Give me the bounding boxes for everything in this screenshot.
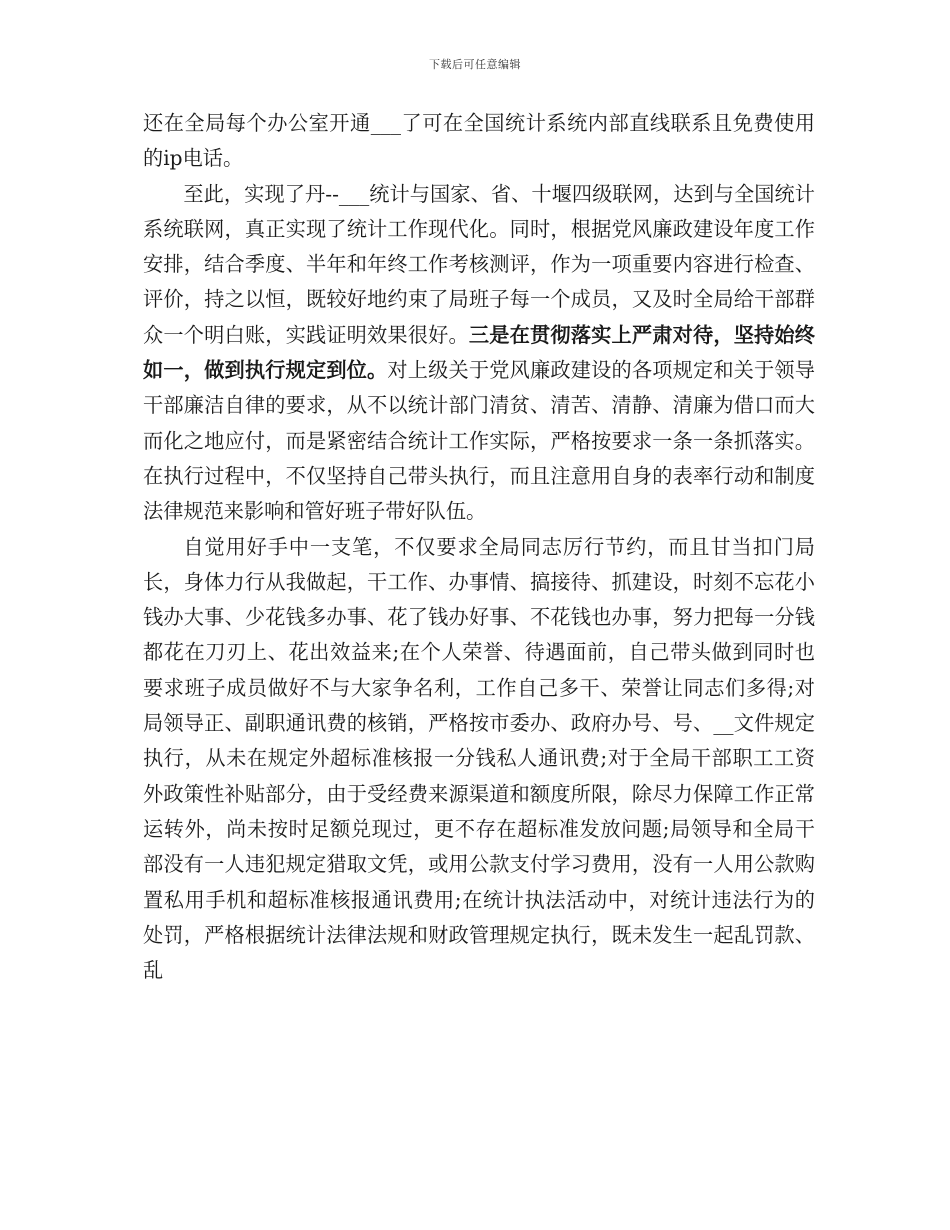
paragraph-1 [143,106,815,177]
paragraph-2-text: 至此，实现了丹--___统计与国家、省、十堰四级联网，达到与全国统计系统联网，真正实现了统计工作现代化。同时，根据党风廉政建设年度工作安排，结合季度、半年和年终工作考核测评，作为一项重要内容进行检查、评价，持之以恒，既较好地约束了局班子每一个成员，又及时全局给干部群众一个明白账，实践证明效果很好。 [143,181,815,347]
paragraph-2 [143,177,815,530]
paragraph-2-bold-heading: 三是在贯彻落实上严肃对待，坚持始终如一，做到执行规定到位。 [143,322,815,383]
document-body [143,106,815,988]
paragraph-3-text: 自觉用好手中一支笔，不仅要求全局同志厉行节约，而且甘当扣门局长，身体力行从我做起，干工作、办事情、搞接待、抓建设，时刻不忘花小钱办大事、少花钱多办事、花了钱办好事、不花钱也办事，努力把每一分钱都花在刀刃上、花出效益来;在个人荣誉、待遇面前，自己带头做到同时也要求班子成员做好不与大家争名利，工作自己多干、荣誉让同志们多得;对局领导正、副职通讯费的核销，严格按市委办、政府办号、号、__文件规定执行，从未在规定外超标准核报一分钱私人通讯费;对于全局干部职工工资外政策性补贴部分，由于受经费来源渠道和额度所限，除尽力保障工作正常运转外，尚未按时足额兑现过，更不存在超标准发放问题;局领导和全局干部没有一人违犯规定猎取文凭，或用公款支付学习费用，没有一人用公款购置私用手机和超标准核报通讯费用;在统计执法活动中，对统计违法行为的处罚，严格根据统计法律法规和财政管理规定执行，既未发生一起乱罚款、乱 [143,534,815,983]
page-header: 下载后可任意编辑 [429,58,521,71]
paragraph-3 [143,530,815,989]
paragraph-2-text-after: 对上级关于党风廉政建设的各项规定和关于领导干部廉洁自律的要求，从不以统计部门清贫、清苦、清静、清廉为借口而大而化之地应付，而是紧密结合统计工作实际，严格按要求一条一条抓落实。在执行过程中，不仅坚持自己带头执行，而且注意用自身的表率行动和制度法律规范来影响和管好班子带好队伍。 [143,358,815,524]
paragraph-1-text: 还在全局每个办公室开通___了可在全国统计系统内部直线联系且免费使用的ip电话。 [143,111,815,171]
